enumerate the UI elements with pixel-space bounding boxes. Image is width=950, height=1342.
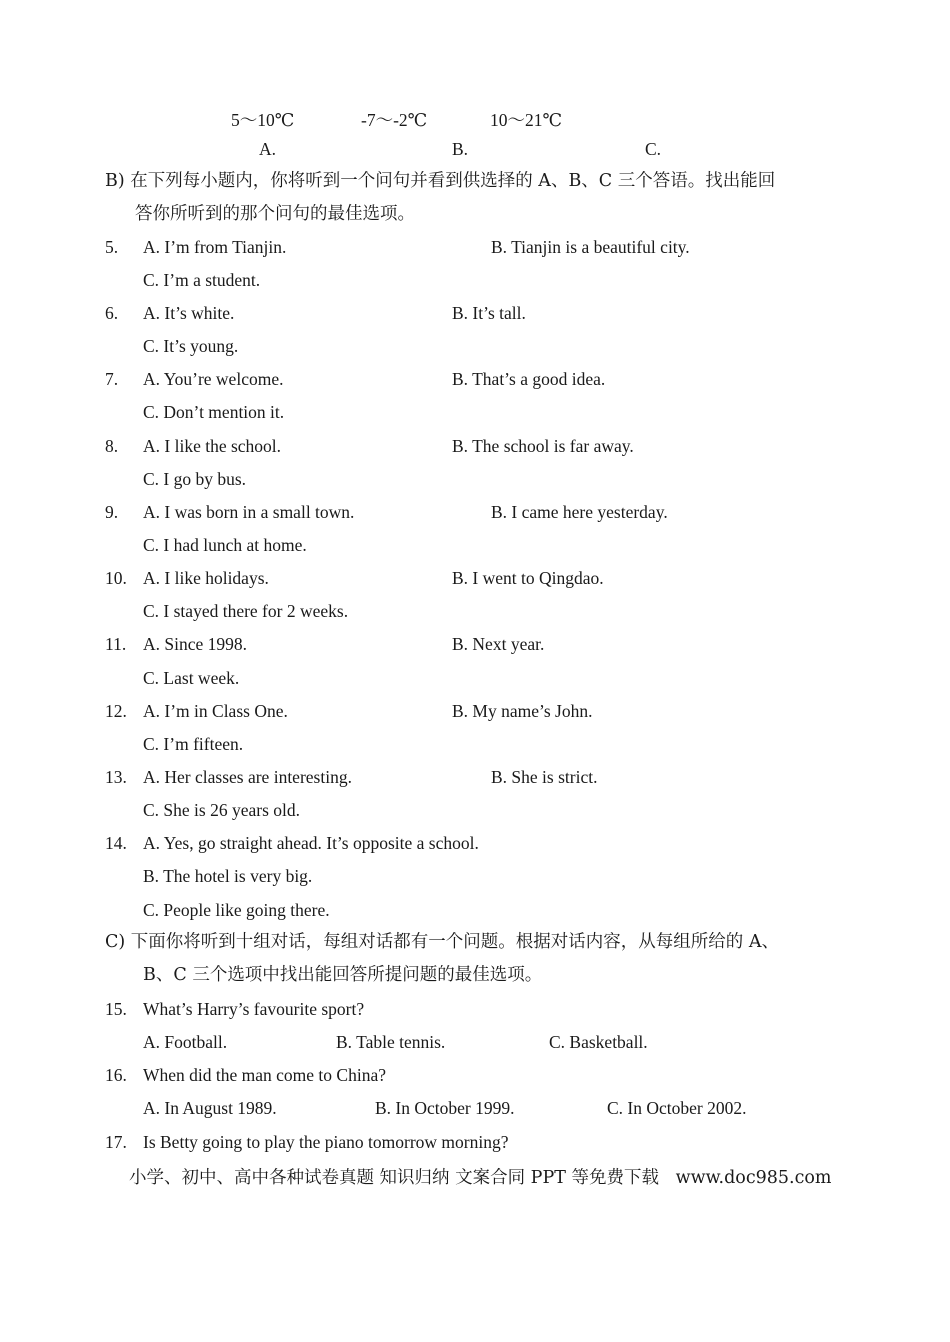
question-number: 10.: [105, 568, 127, 588]
option-a: A. I like holidays.: [143, 568, 269, 588]
question-number: 16.: [105, 1065, 127, 1085]
section-c-instruction-line1: C) 下面你将听到十组对话，每组对话都有一个问题。根据对话内容，从每组所给的 A、: [105, 932, 779, 952]
option-c: C. She is 26 years old.: [143, 800, 301, 820]
option-c: C. People like going there.: [143, 900, 330, 920]
option-b: B. Table tennis.: [336, 1032, 446, 1052]
question-number: 6.: [105, 303, 119, 323]
option-c: C. I stayed there for 2 weeks.: [143, 601, 349, 621]
question-number: 14.: [105, 833, 127, 853]
option-a: A. Her classes are interesting.: [143, 767, 352, 787]
question-number: 12.: [105, 701, 127, 721]
temp-option-a-value: 5～10℃: [231, 110, 295, 130]
temp-option-b-value: -7～-2℃: [361, 110, 428, 130]
option-c: C. I’m fifteen.: [143, 734, 244, 754]
option-c: C. I had lunch at home.: [143, 535, 307, 555]
option-b: B. Next year.: [452, 634, 545, 654]
question-number: 15.: [105, 999, 127, 1019]
option-a: A. It’s white.: [143, 303, 235, 323]
option-c: C. I’m a student.: [143, 270, 261, 290]
option-c: C. Don’t mention it.: [143, 402, 285, 422]
option-a: A. Yes, go straight ahead. It’s opposite a school.: [143, 833, 479, 853]
option-a: A. Since 1998.: [143, 634, 248, 654]
option-c: C. I go by bus.: [143, 469, 247, 489]
option-b: B. The hotel is very big.: [143, 866, 313, 886]
option-a: A. You’re welcome.: [143, 369, 284, 389]
option-b: B. I came here yesterday.: [491, 502, 668, 522]
option-b: B. My name’s John.: [452, 701, 593, 721]
option-c: C. It’s young.: [143, 336, 239, 356]
option-c: C. Last week.: [143, 668, 240, 688]
question-number: 17.: [105, 1132, 127, 1152]
option-b: B. It’s tall.: [452, 303, 526, 323]
option-a: A. I’m in Class One.: [143, 701, 288, 721]
temp-option-c-label: C.: [645, 139, 662, 159]
question-number: 8.: [105, 436, 119, 456]
question-text: What’s Harry’s favourite sport?: [143, 999, 365, 1019]
option-a: A. I was born in a small town.: [143, 502, 355, 522]
option-b: B. The school is far away.: [452, 436, 634, 456]
question-number: 7.: [105, 369, 119, 389]
option-a: A. In August 1989.: [143, 1098, 277, 1118]
question-number: 9.: [105, 502, 119, 522]
option-b: B. That’s a good idea.: [452, 369, 606, 389]
option-a: A. I like the school.: [143, 436, 282, 456]
temp-option-a-label: A.: [259, 139, 277, 159]
option-b: B. She is strict.: [491, 767, 598, 787]
page-footer: 小学、初中、高中各种试卷真题 知识归纳 文案合同 PPT 等免费下载 www.doc985.com: [129, 1168, 832, 1188]
option-b: B. Tianjin is a beautiful city.: [491, 237, 690, 257]
question-text: When did the man come to China?: [143, 1065, 386, 1085]
option-c: C. In October 2002.: [607, 1098, 747, 1118]
option-b: B. I went to Qingdao.: [452, 568, 604, 588]
section-c-instruction-line2: B、C 三个选项中找出能回答所提问题的最佳选项。: [143, 965, 543, 985]
option-a: A. Football.: [143, 1032, 228, 1052]
option-c: C. Basketball.: [549, 1032, 648, 1052]
section-b-instruction-line1: B) 在下列每小题内，你将听到一个问句并看到供选择的 A、B、C 三个答语。找出能回: [105, 171, 776, 191]
option-b: B. In October 1999.: [375, 1098, 515, 1118]
question-number: 11.: [105, 634, 127, 654]
temp-option-c-value: 10～21℃: [490, 110, 563, 130]
option-a: A. I’m from Tianjin.: [143, 237, 287, 257]
section-b-instruction-line2: 答你所听到的那个问句的最佳选项。: [135, 204, 415, 224]
temp-option-b-label: B.: [452, 139, 469, 159]
question-number: 13.: [105, 767, 127, 787]
question-text: Is Betty going to play the piano tomorrow morning?: [143, 1132, 509, 1152]
question-number: 5.: [105, 237, 119, 257]
